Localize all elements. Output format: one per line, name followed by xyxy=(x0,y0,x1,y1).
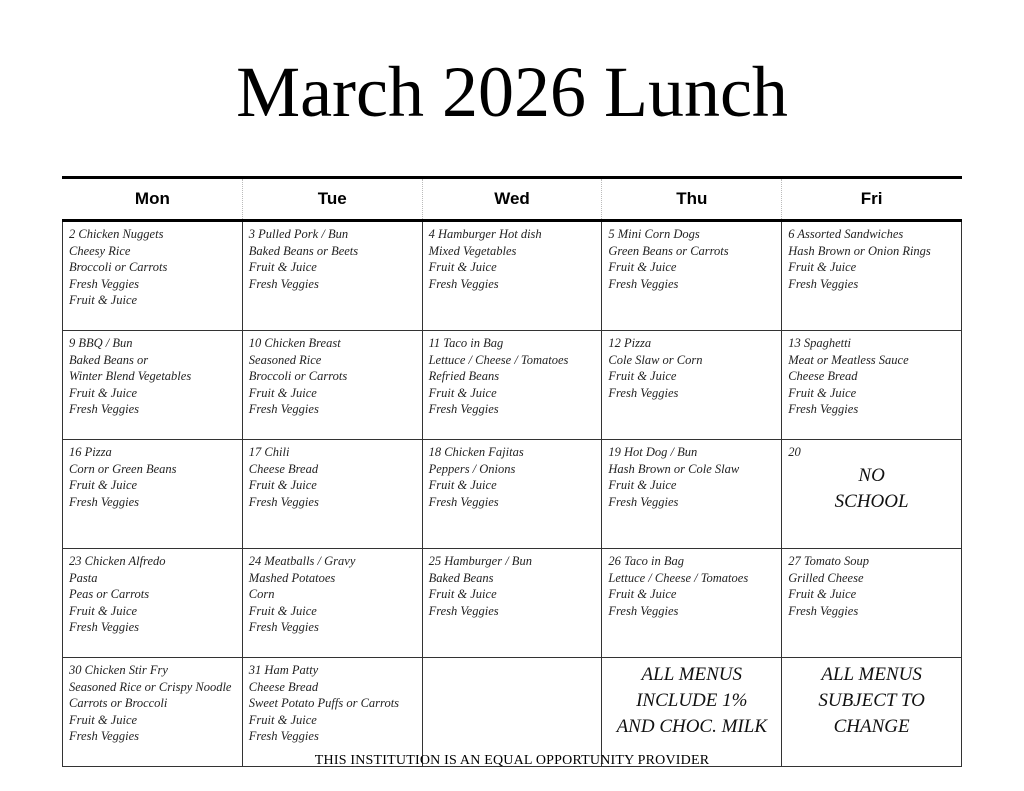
week-row xyxy=(63,331,962,440)
day-cell-mon xyxy=(63,658,243,767)
menu-item: Peppers / Onions xyxy=(428,461,516,476)
day-cell-fri xyxy=(782,549,962,658)
day-cell-fri xyxy=(782,331,962,440)
notice-line: SCHOOL xyxy=(834,490,909,512)
day-cell-fri xyxy=(782,658,962,767)
notice-line: ALL MENUS xyxy=(641,664,743,685)
menu-item: Fruit & Juice xyxy=(248,603,317,618)
menu-item: Lettuce / Cheese / Tomatoes xyxy=(428,352,569,367)
menu-item: Fruit & Juice xyxy=(69,385,138,400)
menu-item-date-entree: 25 Hamburger / Bun xyxy=(428,554,532,568)
menu-item: Fruit & Juice xyxy=(248,478,317,492)
menu-item: Fresh Veggies xyxy=(69,729,140,743)
menu-item: Hash Brown or Cole Slaw xyxy=(608,461,740,476)
menu-item: Fruit & Juice xyxy=(608,587,677,601)
menu-item: Pasta xyxy=(69,570,98,585)
menu-item-date-entree: 20 xyxy=(788,445,801,459)
day-cell-tue xyxy=(242,221,422,331)
day-header-mon: Mon xyxy=(63,178,243,221)
menu-item-date-entree: 16 Pizza xyxy=(69,445,112,459)
menu-item: Fresh Veggies xyxy=(788,603,859,618)
menu-item: Fruit & Juice xyxy=(69,293,138,307)
menu-item: Carrots or Broccoli xyxy=(69,696,168,710)
menu-item: Fresh Veggies xyxy=(428,402,499,416)
menu-item: Fruit & Juice xyxy=(428,260,497,274)
day-header-tue: Tue xyxy=(242,178,422,221)
menu-item: Cheese Bread xyxy=(248,679,319,694)
menu-item-date-entree: 30 Chicken Stir Fry xyxy=(69,663,168,677)
menu-item-date-entree: 3 Pulled Pork / Bun xyxy=(248,227,349,241)
day-cell-wed xyxy=(422,549,602,658)
menu-item: Baked Beans or Beets xyxy=(248,243,359,258)
day-header-fri: Fri xyxy=(782,178,962,221)
menu-item: Grilled Cheese xyxy=(788,570,864,585)
menu-item: Fruit & Juice xyxy=(248,385,317,400)
day-header-wed: Wed xyxy=(422,178,602,221)
menu-item: Fresh Veggies xyxy=(788,402,859,416)
menu-item: Corn or Green Beans xyxy=(69,461,177,476)
menu-item: Fresh Veggies xyxy=(248,276,319,291)
notice-line: ALL MENUS xyxy=(821,664,922,685)
menu-item-date-entree: 2 Chicken Nuggets xyxy=(69,227,164,241)
menu-item: Broccoli or Carrots xyxy=(248,369,348,383)
notice-line: CHANGE xyxy=(833,716,910,737)
menu-item-date-entree: 24 Meatballs / Gravy xyxy=(248,554,356,568)
menu-item: Fruit & Juice xyxy=(69,712,138,727)
week-row xyxy=(63,658,962,767)
notice-line: NO xyxy=(858,464,885,486)
day-header-thu: Thu xyxy=(602,178,782,221)
menu-item: Fruit & Juice xyxy=(608,369,677,383)
day-cell-tue xyxy=(242,440,422,549)
menu-item: Lettuce / Cheese / Tomatoes xyxy=(608,570,749,585)
notice-line: INCLUDE 1% xyxy=(636,690,748,711)
menu-item: Fresh Veggies xyxy=(428,494,499,509)
menu-item-date-entree: 31 Ham Patty xyxy=(248,663,319,677)
week-row xyxy=(63,221,962,331)
day-cell-tue xyxy=(242,331,422,440)
menu-item-date-entree: 17 Chili xyxy=(248,445,290,459)
menu-item: Fresh Veggies xyxy=(69,494,140,509)
menu-item: Peas or Carrots xyxy=(69,587,150,601)
menu-item-date-entree: 13 Spaghetti xyxy=(788,336,852,350)
day-cell-wed xyxy=(422,658,602,767)
menu-item: Cole Slaw or Corn xyxy=(608,352,703,367)
menu-item: Winter Blend Vegetables xyxy=(69,369,192,383)
menu-item: Corn xyxy=(248,587,275,601)
menu-item-date-entree: 5 Mini Corn Dogs xyxy=(608,227,700,241)
menu-item-date-entree: 19 Hot Dog / Bun xyxy=(608,445,698,459)
menu-item: Cheesy Rice xyxy=(69,243,131,258)
day-cell-thu xyxy=(602,549,782,658)
menu-item-date-entree: 11 Taco in Bag xyxy=(428,336,504,350)
menu-item: Fresh Veggies xyxy=(428,276,499,291)
menu-item: Fresh Veggies xyxy=(788,276,859,291)
day-cell-tue xyxy=(242,658,422,767)
menu-item: Mixed Vegetables xyxy=(428,243,517,258)
menu-item: Fruit & Juice xyxy=(788,587,857,601)
day-cell-fri xyxy=(782,221,962,331)
menu-item-date-entree: 26 Taco in Bag xyxy=(608,554,684,568)
notice-line: AND CHOC. MILK xyxy=(616,716,767,737)
day-cell-mon xyxy=(63,440,243,549)
calendar-body xyxy=(63,221,962,767)
menu-item: Baked Beans or xyxy=(69,352,149,367)
menu-item-date-entree: 18 Chicken Fajitas xyxy=(428,445,524,459)
notice-text xyxy=(608,662,775,740)
menu-item: Baked Beans xyxy=(428,570,494,585)
notice-line: SUBJECT TO xyxy=(818,690,925,711)
menu-item: Fruit & Juice xyxy=(248,712,317,727)
day-cell-tue xyxy=(242,549,422,658)
menu-item: Fresh Veggies xyxy=(248,494,319,509)
menu-item: Refried Beans xyxy=(428,369,500,383)
day-cell-mon xyxy=(63,221,243,331)
menu-item: Fresh Veggies xyxy=(428,603,499,618)
menu-item: Hash Brown or Onion Rings xyxy=(788,243,931,258)
weekday-header-row xyxy=(63,178,962,221)
menu-item: Fresh Veggies xyxy=(248,729,319,743)
day-cell-thu xyxy=(602,331,782,440)
week-row xyxy=(63,549,962,658)
menu-item: Fruit & Juice xyxy=(788,385,857,400)
day-cell-thu xyxy=(602,440,782,549)
menu-item: Broccoli or Carrots xyxy=(69,260,168,274)
day-cell-wed xyxy=(422,221,602,331)
day-cell-thu xyxy=(602,221,782,331)
menu-item-date-entree: 12 Pizza xyxy=(608,336,652,350)
menu-item: Fruit & Juice xyxy=(248,260,317,274)
menu-item: Fruit & Juice xyxy=(788,260,857,274)
menu-item: Mashed Potatoes xyxy=(248,570,336,585)
day-cell-mon xyxy=(63,331,243,440)
menu-item: Fruit & Juice xyxy=(608,478,677,492)
menu-item-date-entree: 4 Hamburger Hot dish xyxy=(428,227,542,241)
menu-item: Fruit & Juice xyxy=(428,385,497,400)
menu-item: Cheese Bread xyxy=(788,369,858,383)
menu-item: Fruit & Juice xyxy=(69,478,138,492)
menu-item: Green Beans or Carrots xyxy=(608,243,729,258)
menu-item: Fruit & Juice xyxy=(428,478,497,492)
menu-item: Fresh Veggies xyxy=(608,276,679,291)
menu-item: Fresh Veggies xyxy=(69,402,140,416)
day-cell-wed xyxy=(422,440,602,549)
lunch-calendar xyxy=(62,176,962,767)
day-cell-fri xyxy=(782,440,962,549)
menu-item: Fruit & Juice xyxy=(608,260,677,274)
day-cell-wed xyxy=(422,331,602,440)
menu-item: Cheese Bread xyxy=(248,461,319,476)
menu-item: Fresh Veggies xyxy=(608,494,679,509)
menu-item: Fresh Veggies xyxy=(248,402,319,416)
menu-item: Fruit & Juice xyxy=(428,587,497,601)
menu-item: Fresh Veggies xyxy=(69,620,140,634)
menu-item-date-entree: 23 Chicken Alfredo xyxy=(69,554,166,568)
menu-item: Fresh Veggies xyxy=(69,276,140,291)
page-title: March 2026 Lunch xyxy=(236,52,788,132)
menu-item-date-entree: 10 Chicken Breast xyxy=(248,336,341,350)
day-cell-thu xyxy=(602,658,782,767)
menu-item: Meat or Meatless Sauce xyxy=(788,352,909,367)
menu-item: Seasoned Rice or Crispy Noodle xyxy=(69,679,232,694)
menu-item: Fruit & Juice xyxy=(69,603,138,618)
week-row xyxy=(63,440,962,549)
menu-item: Sweet Potato Puffs or Carrots xyxy=(248,696,400,710)
menu-item-date-entree: 6 Assorted Sandwiches xyxy=(788,227,904,241)
menu-item-date-entree: 9 BBQ / Bun xyxy=(69,336,133,350)
notice-text xyxy=(788,662,955,740)
menu-item: Fresh Veggies xyxy=(608,385,679,400)
menu-item: Fresh Veggies xyxy=(608,603,679,618)
notice-text xyxy=(788,463,955,515)
menu-item-date-entree: 27 Tomato Soup xyxy=(788,554,869,568)
menu-item: Seasoned Rice xyxy=(248,352,322,367)
day-cell-mon xyxy=(63,549,243,658)
menu-item: Fresh Veggies xyxy=(248,620,319,634)
equal-opportunity-footer: THIS INSTITUTION IS AN EQUAL OPPORTUNITY PROVIDER xyxy=(314,753,710,768)
